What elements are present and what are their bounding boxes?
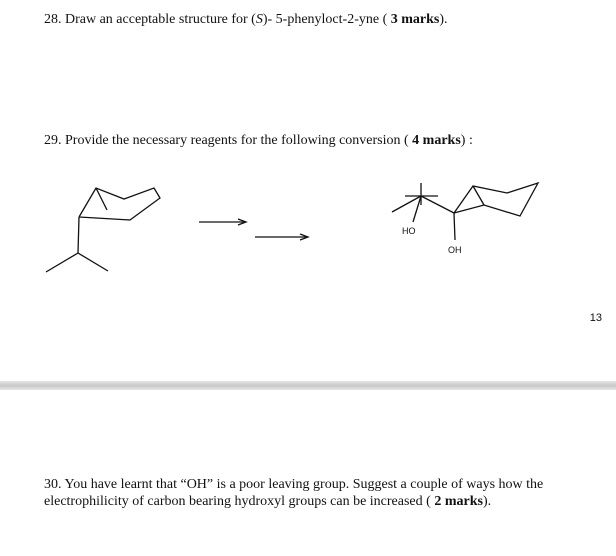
label-ho: HO (402, 226, 416, 236)
q28-tail: ). (439, 12, 448, 27)
q28-marks: 3 marks (390, 12, 440, 27)
q28-compound: )- 5-phenyloct-2-yne ( (262, 12, 391, 27)
q29-marks: 4 marks (412, 133, 461, 148)
q29-lead: 29. Provide the necessary reagents for the following conversion ( (44, 133, 413, 148)
product-structure (392, 183, 538, 255)
page-divider (0, 381, 616, 390)
reaction-arrow-1 (199, 219, 246, 225)
q30-marks: 2 marks (434, 494, 483, 509)
starting-material-structure (46, 188, 160, 272)
reaction-arrow-2 (255, 234, 308, 240)
q30-tail: ). (482, 494, 492, 509)
q28-stereo-descriptor: S (255, 12, 263, 27)
q28-lead: 28. Draw an acceptable structure for ( (44, 12, 256, 27)
label-oh: OH (448, 245, 462, 255)
q30-lead: 30. You have learnt that “OH” is a poor leaving group. Suggest a couple of ways how the electrophilicity of carbon bearing hydroxyl groups can be increased ( (44, 477, 544, 509)
page-number: 13 (589, 312, 602, 324)
question-30 (44, 476, 584, 510)
q29-tail: ) : (460, 133, 473, 148)
